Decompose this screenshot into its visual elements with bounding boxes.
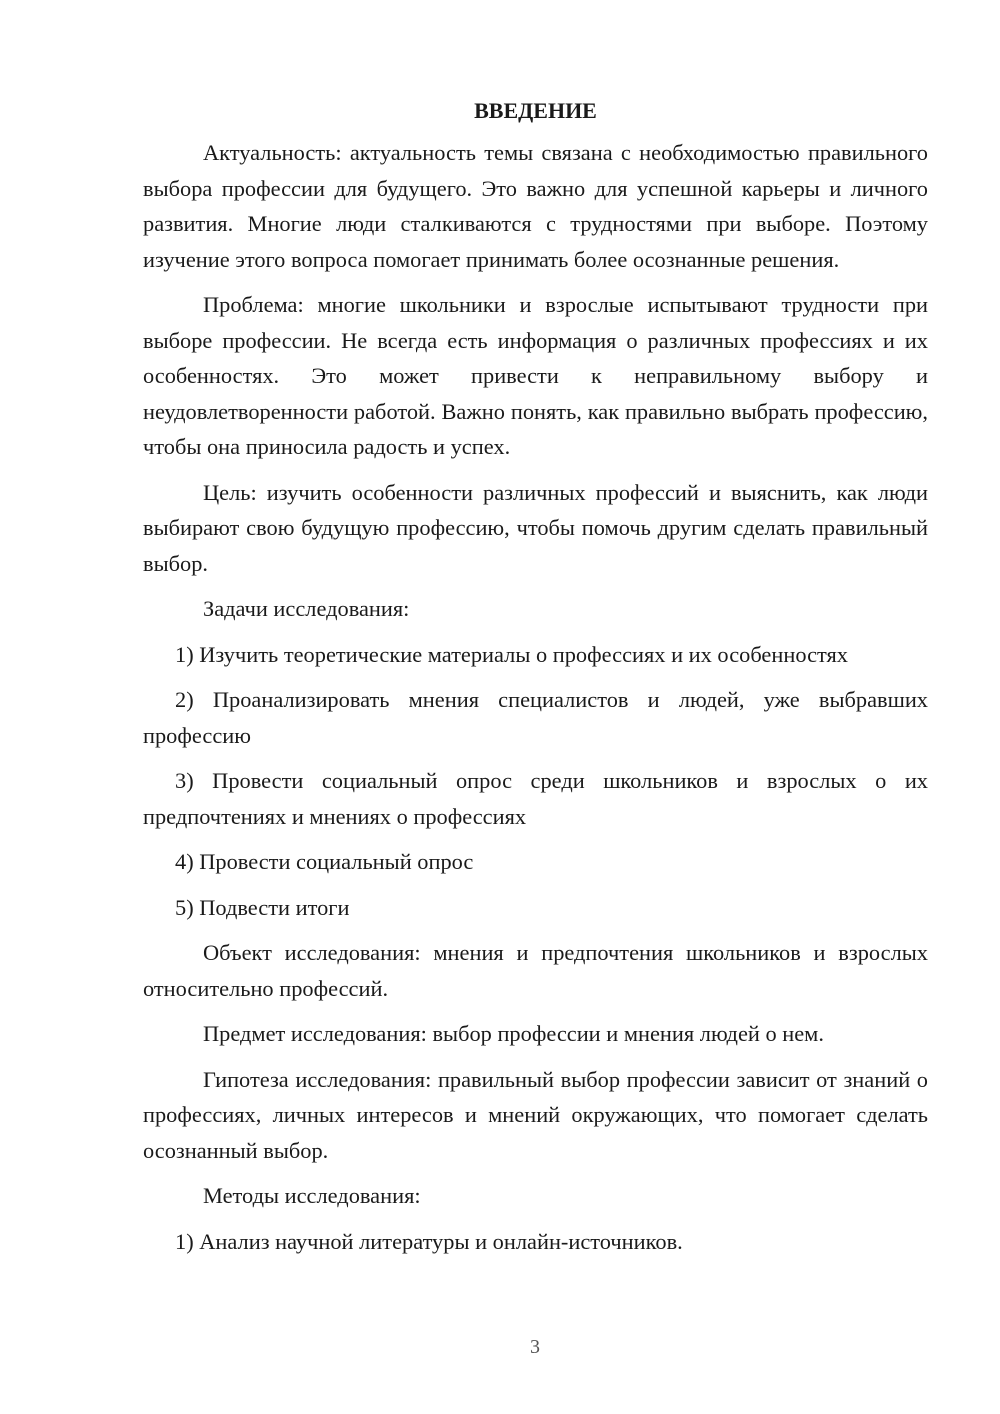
object-paragraph: Объект исследования: мнения и предпочтения школьников и взрослых относительно профессий. bbox=[143, 940, 928, 1001]
problem-paragraph: Проблема: многие школьники и взрослые испытывают трудности при выборе профессии. Не всегда есть информация о различных профессиях и их особенностях. Это может привести к неправильному выбору и неудовлетворенности работой. Важно понять, как правильно выбрать профессию, чтобы она приносила радость и успех. bbox=[143, 292, 928, 459]
tasks-heading: Задачи исследования: bbox=[203, 596, 410, 621]
methods-heading: Методы исследования: bbox=[203, 1183, 421, 1208]
subject-paragraph: Предмет исследования: выбор профессии и мнения людей о нем. bbox=[203, 1021, 824, 1046]
task-item-5: 5) Подвести итоги bbox=[175, 894, 350, 920]
document-page bbox=[143, 96, 928, 1269]
task-item-2: 2) Проанализировать мнения специалистов и людей, уже выбравших профессию bbox=[143, 687, 928, 748]
page-number: 3 bbox=[530, 1336, 540, 1358]
goal-paragraph: Цель: изучить особенности различных профессий и выяснить, как люди выбирают свою будущую профессию, чтобы помочь другим сделать правильный выбор. bbox=[143, 479, 928, 576]
relevance-paragraph: Актуальность: актуальность темы связана с необходимостью правильного выбора профессии для будущего. Это важно для успешной карьеры и личного развития. Многие люди сталкиваются с трудностями при выборе. Поэтому изучение этого вопроса помогает принимать более осознанные решения. bbox=[143, 140, 928, 272]
task-item-1: 1) Изучить теоретические материалы о профессиях и их особенностях bbox=[175, 641, 848, 667]
task-item-3: 3) Провести социальный опрос среди школьников и взрослых о их предпочтениях и мнениях о профессиях bbox=[143, 768, 928, 829]
section-title: ВВЕДЕНИЕ bbox=[474, 98, 597, 123]
hypothesis-paragraph: Гипотеза исследования: правильный выбор профессии зависит от знаний о профессиях, личных интересов и мнений окружающих, что помогает сделать осознанный выбор. bbox=[143, 1066, 928, 1163]
task-item-4: 4) Провести социальный опрос bbox=[175, 849, 474, 874]
method-item-1: 1) Анализ научной литературы и онлайн-источников. bbox=[175, 1228, 683, 1254]
